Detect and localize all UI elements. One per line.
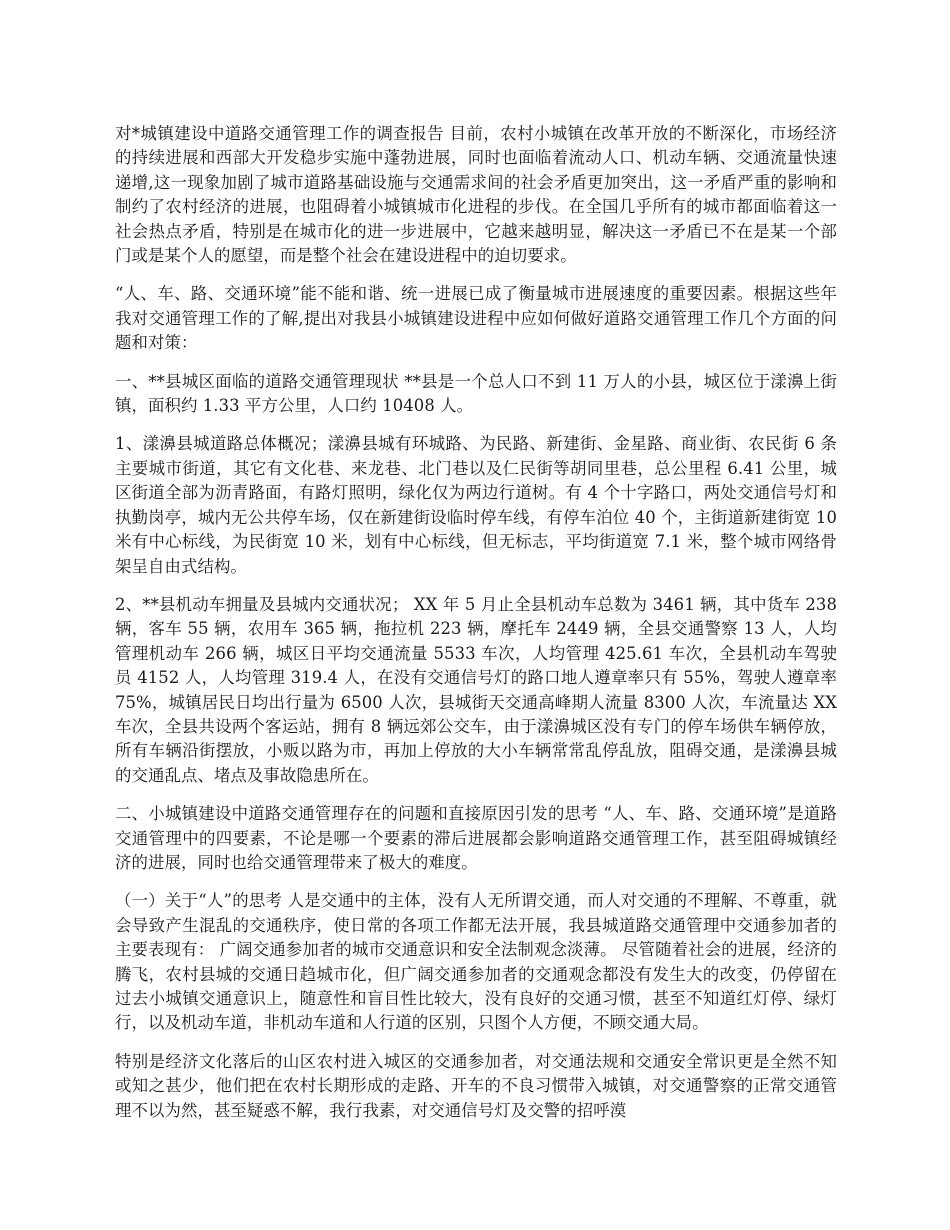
paragraph-section-two: 二、小城镇建设中道路交通管理存在的问题和直接原因引发的思考 “人、车、路、交通环境”是道路交通管理中的四要素，不论是哪一个要素的滞后进展都会影响道路交通管理工作，甚至阻碍城镇经济的进展，同时也给交通管理带来了极大的难度。 [115, 804, 837, 872]
document-body [115, 122, 837, 1137]
paragraph-road-overview: 1、漾濞县城道路总体概况；漾濞县城有环城路、为民路、新建街、金星路、商业街、农民街 6 条主要城市街道，其它有文化巷、来龙巷、北门巷以及仁民街等胡同里巷，总公里程 6.41 公里，城区街道全部为沥青路面，有路灯照明，绿化仅为两边行道树。有 4 个十字路口，两处交通信号灯和执勤岗亭，城内无公共停车场，仅在新建街设临时停车线，有停车泊位 40 个，主街道新建街宽 10 米有中心标线，为民街宽 10 米，划有中心标线，但无标志，平均街道宽 7.1 米，整个城市网络骨架呈自由式结构。 [115, 434, 837, 576]
paragraph-section-one: 一、**县城区面临的道路交通管理现状 **县是一个总人口不到 11 万人的小县，城区位于漾濞上街镇，面积约 1.33 平方公里，人口约 10408 人。 [115, 371, 837, 416]
paragraph-vehicle-stats: 2、**县机动车拥量及县城内交通状况； XX 年 5 月止全县机动车总数为 3461 辆，其中货车 238 辆，客车 55 辆，农用车 365 辆，拖拉机 223 辆，摩托车 2449 辆，全县交通警察 13 人，人均管理机动车 266 辆，城区日平均交通流量 5533 车次，人均管理 425.61 车次，全县机动车驾驶员 4152 人，人均管理 319.4 人，在没有交通信号灯的路口地人遵章率只有 55%，驾驶人遵章率 75%，城镇居民日均出行量为 6500 人次，县城街天交通高峰期人流量 8300 人次，车流量达 XX 车次，全县共设两个客运站，拥有 8 辆远郊公交车，由于漾濞城区没有专门的停车场供车辆停放，所有车辆沿街摆放，小贩以路为市，再加上停放的大小车辆常常乱停乱放，阻碍交通，是漾濞县城的交通乱点、堵点及事故隐患所在。 [115, 594, 837, 785]
paragraph-rural-participants: 特别是经济文化落后的山区农村进入城区的交通参加者，对交通法规和交通安全常识更是全然不知或知之甚少，他们把在农村长期形成的走路、开车的不良习惯带入城镇，对交通警察的正常交通管理不以为然，甚至疑惑不解，我行我素，对交通信号灯及交警的招呼漠 [115, 1051, 837, 1120]
paragraph-harmony: “人、车、路、交通环境”能不能和谐、统一进展已成了衡量城市进展速度的重要因素。根据这些年我对交通管理工作的了解,提出对我县小城镇建设进程中应如何做好道路交通管理工作几个方面的问题和对策： [115, 284, 837, 353]
paragraph-intro: 对*城镇建设中道路交通管理工作的调查报告 目前，农村小城镇在改革开放的不断深化，市场经济的持续进展和西部大开发稳步实施中蓬勃进展，同时也面临着流动人口、机动车辆、交通流量快速递增,这一现象加剧了城市道路基础设施与交通需求间的社会矛盾更加突出，这一矛盾严重的影响和制约了农村经济的进展，也阻碍着小城镇城市化进程的步伐。在全国几乎所有的城市都面临着这一社会热点矛盾，特别是在城市化的进一步进展中，它越来越明显，解决这一矛盾已不在是某一个部门或是某个人的愿望，而是整个社会在建设进程中的迫切要求。 [115, 124, 837, 266]
paragraph-people: （一）关于“人”的思考 人是交通中的主体，没有人无所谓交通，而人对交通的不理解、不尊重，就会导致产生混乱的交通秩序，使日常的各项工作都无法开展，我县城道路交通管理中交通参加者的主要表现有： 广阔交通参加者的城市交通意识和安全法制观念淡薄。 尽管随着社会的进展，经济的腾飞，农村县城的交通日趋城市化，但广阔交通参加者的交通观念都没有发生大的改变，仍停留在过去小城镇交通意识上，随意性和盲目性比较大，没有良好的交通习惯，甚至不知道红灯停、绿灯行，以及机动车道，非机动车道和人行道的区别，只图个人方便，不顾交通大局。 [115, 891, 837, 1033]
